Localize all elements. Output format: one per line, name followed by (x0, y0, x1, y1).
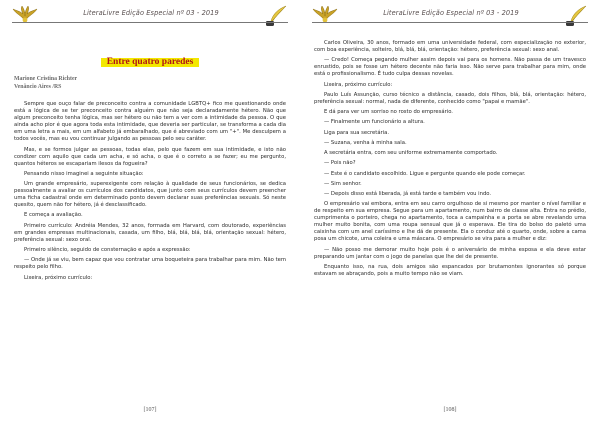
paragraph: Enquanto isso, na rua, dois amigos são espancados por brutamontes ignorantes só porque estavam se abraçando, pois a muito tempo não se viam. (314, 263, 586, 278)
header-title: LiteraLivre Edição Especial nº 03 - 2019 (83, 9, 219, 17)
paragraph: Carlos Oliveira, 30 anos, formado em uma universidade federal, com especialização no exterior, com boa experiência, solteiro, blá, blá, blá, orientação: hétero, preferência sexual: sexo anal. (314, 40, 586, 54)
page-header (12, 5, 288, 27)
paragraph: A secretária entra, com seu uniforme extremamente comportado. (324, 150, 498, 157)
paragraph: — Suzana, venha à minha sala. (324, 139, 407, 146)
author-location: Venâncio Aires /RS (14, 84, 62, 91)
right-page-body (314, 40, 586, 278)
paragraph: E dá para ver um sorriso no rosto do empresário. (324, 109, 453, 116)
paragraph: — Pois não? (324, 160, 356, 167)
page-number: [108] (443, 407, 457, 413)
chapter-title: Entre quatro paredes (14, 58, 286, 67)
paragraph: — Este é o candidato escolhido. Ligue e pergunte quando ele pode começar. (324, 170, 526, 177)
paragraph: Sempre que ouço falar de preconceito contra a comunidade LGBTQ+ fico me questionando onde está a lógica de se ter preconceito contra alguém que não seja declaradamente hétero. Não que algum preconceito tenha lógica, mas ser hétero ou não tem a ver com a intimidade da pessoa. O que ainda acho pior é que agora toda esta intimidade, que deveria ser particular, se transforma a cada dia em uma letra a mais, em um alfabeto já embaralhado, que é abreviado com um "+". Me desculpem a todos vocês, mas eu vou continuar julgando as pessoas pelo seu caráter. (14, 101, 286, 143)
paragraph: Primeiro currículo: Andréia Mendes, 32 anos, formada em Harvard, com doutorado, experiências em grandes empresas multinacionais, casada, um filho, blá, blá, blá, blá, orientação sexual: hétero, preferência sexual: sexo oral. (14, 222, 286, 243)
author-name: Marione Cristina Richter (14, 76, 78, 83)
paragraph: O empresário vai embora, entra em seu carro orgulhoso de si mesmo por manter o nível familiar e de respeito em sua empresa. Segue para um apartamento, num bairro de classe alta. Entra no prédio, cumprimenta o porteiro, chega no apartamento, toca a campainha e a porta se abre revelando uma mulher muito bonita, com uma roupa sensual que já o esperava. Ele tira do bolso do paletó uma caixinha com um anel caríssimo e lhe dá de presente. Ela o conduz até o quarto, onde, sobre a cama posa um chicote, uma coleira e uma máscara. O empresário se vira para a mulher e diz: (314, 201, 586, 243)
quill-inkwell-icon (264, 5, 288, 27)
paragraph: Mas, e se formos julgar as pessoas, todas elas, pelo que fazem em sua intimidade, e isto não condizer com aquilo que cada um acha, e só acha, o que é o correto a se fazer; eu me pergunto, quantos héteros se escapariam ilesos da fogueira? (14, 146, 286, 167)
left-page (4, 0, 296, 424)
page-number: [107] (143, 407, 157, 413)
paragraph: — Sim senhor. (324, 180, 362, 187)
paragraph: Liga para sua secretária. (324, 129, 390, 136)
paragraph: Lixeira, próximo currículo: (324, 81, 393, 88)
paragraph: — Depois disso está liberada, já está tarde e também vou indo. (324, 191, 492, 197)
paragraph: Um grande empresário, superexigente com relação à qualidade de seus funcionários, se dedica pessoalmente a avaliar os currículos dos candidatos, que junto com seus currículos devem preencher uma ficha cadastral onde em determinado ponto devem declarar suas preferências sexuais. Só neste quesito, quem não for hétero, já é desclassificado. (14, 181, 286, 209)
paragraph: Paulo Luís Assunção, curso técnico a distância, casado, dois filhos, blá, blá, orientação: hétero, preferência sexual: normal, nada de diferente, conhecido como "papai e mamãe". (314, 91, 586, 105)
header-rule (12, 22, 288, 23)
paragraph: — Credo! Começa pegando mulher assim depois vai para os homens. Não passa de um travesco enrustido, pois se fosse um hétero decente não faria isso. Não serve para trabalhar para mim, onde está o profissionalismo. É tudo culpa dessas novelas. (314, 57, 586, 78)
paragraph: — Finalmente um funcionário a altura. (324, 119, 425, 126)
quill-inkwell-icon (564, 5, 588, 27)
paragraph: — Onde já se viu, bem capaz que vou contratar uma boqueteira para trabalhar para mim. Não tem respeito pelo filho. (14, 257, 286, 271)
paragraph: Primeiro silêncio, seguido de consternação e após a expressão: (24, 247, 191, 254)
paragraph: Pensando nisso imaginei a seguinte situação: (24, 170, 144, 177)
paragraph: — Não posso me demorar muito hoje pois é o aniversário de minha esposa e ela deve estar preparando um jantar com o jogo de panelas que lhe dei de presente. (314, 246, 586, 260)
paragraph: Lixeira, próximo currículo: (24, 274, 93, 281)
header-title: LiteraLivre Edição Especial nº 03 - 2019 (383, 9, 519, 17)
page-header (312, 5, 588, 27)
header-rule (312, 22, 588, 23)
paragraph: E começa a avaliação. (24, 212, 83, 219)
right-page (304, 0, 596, 424)
left-page-body (14, 30, 286, 282)
